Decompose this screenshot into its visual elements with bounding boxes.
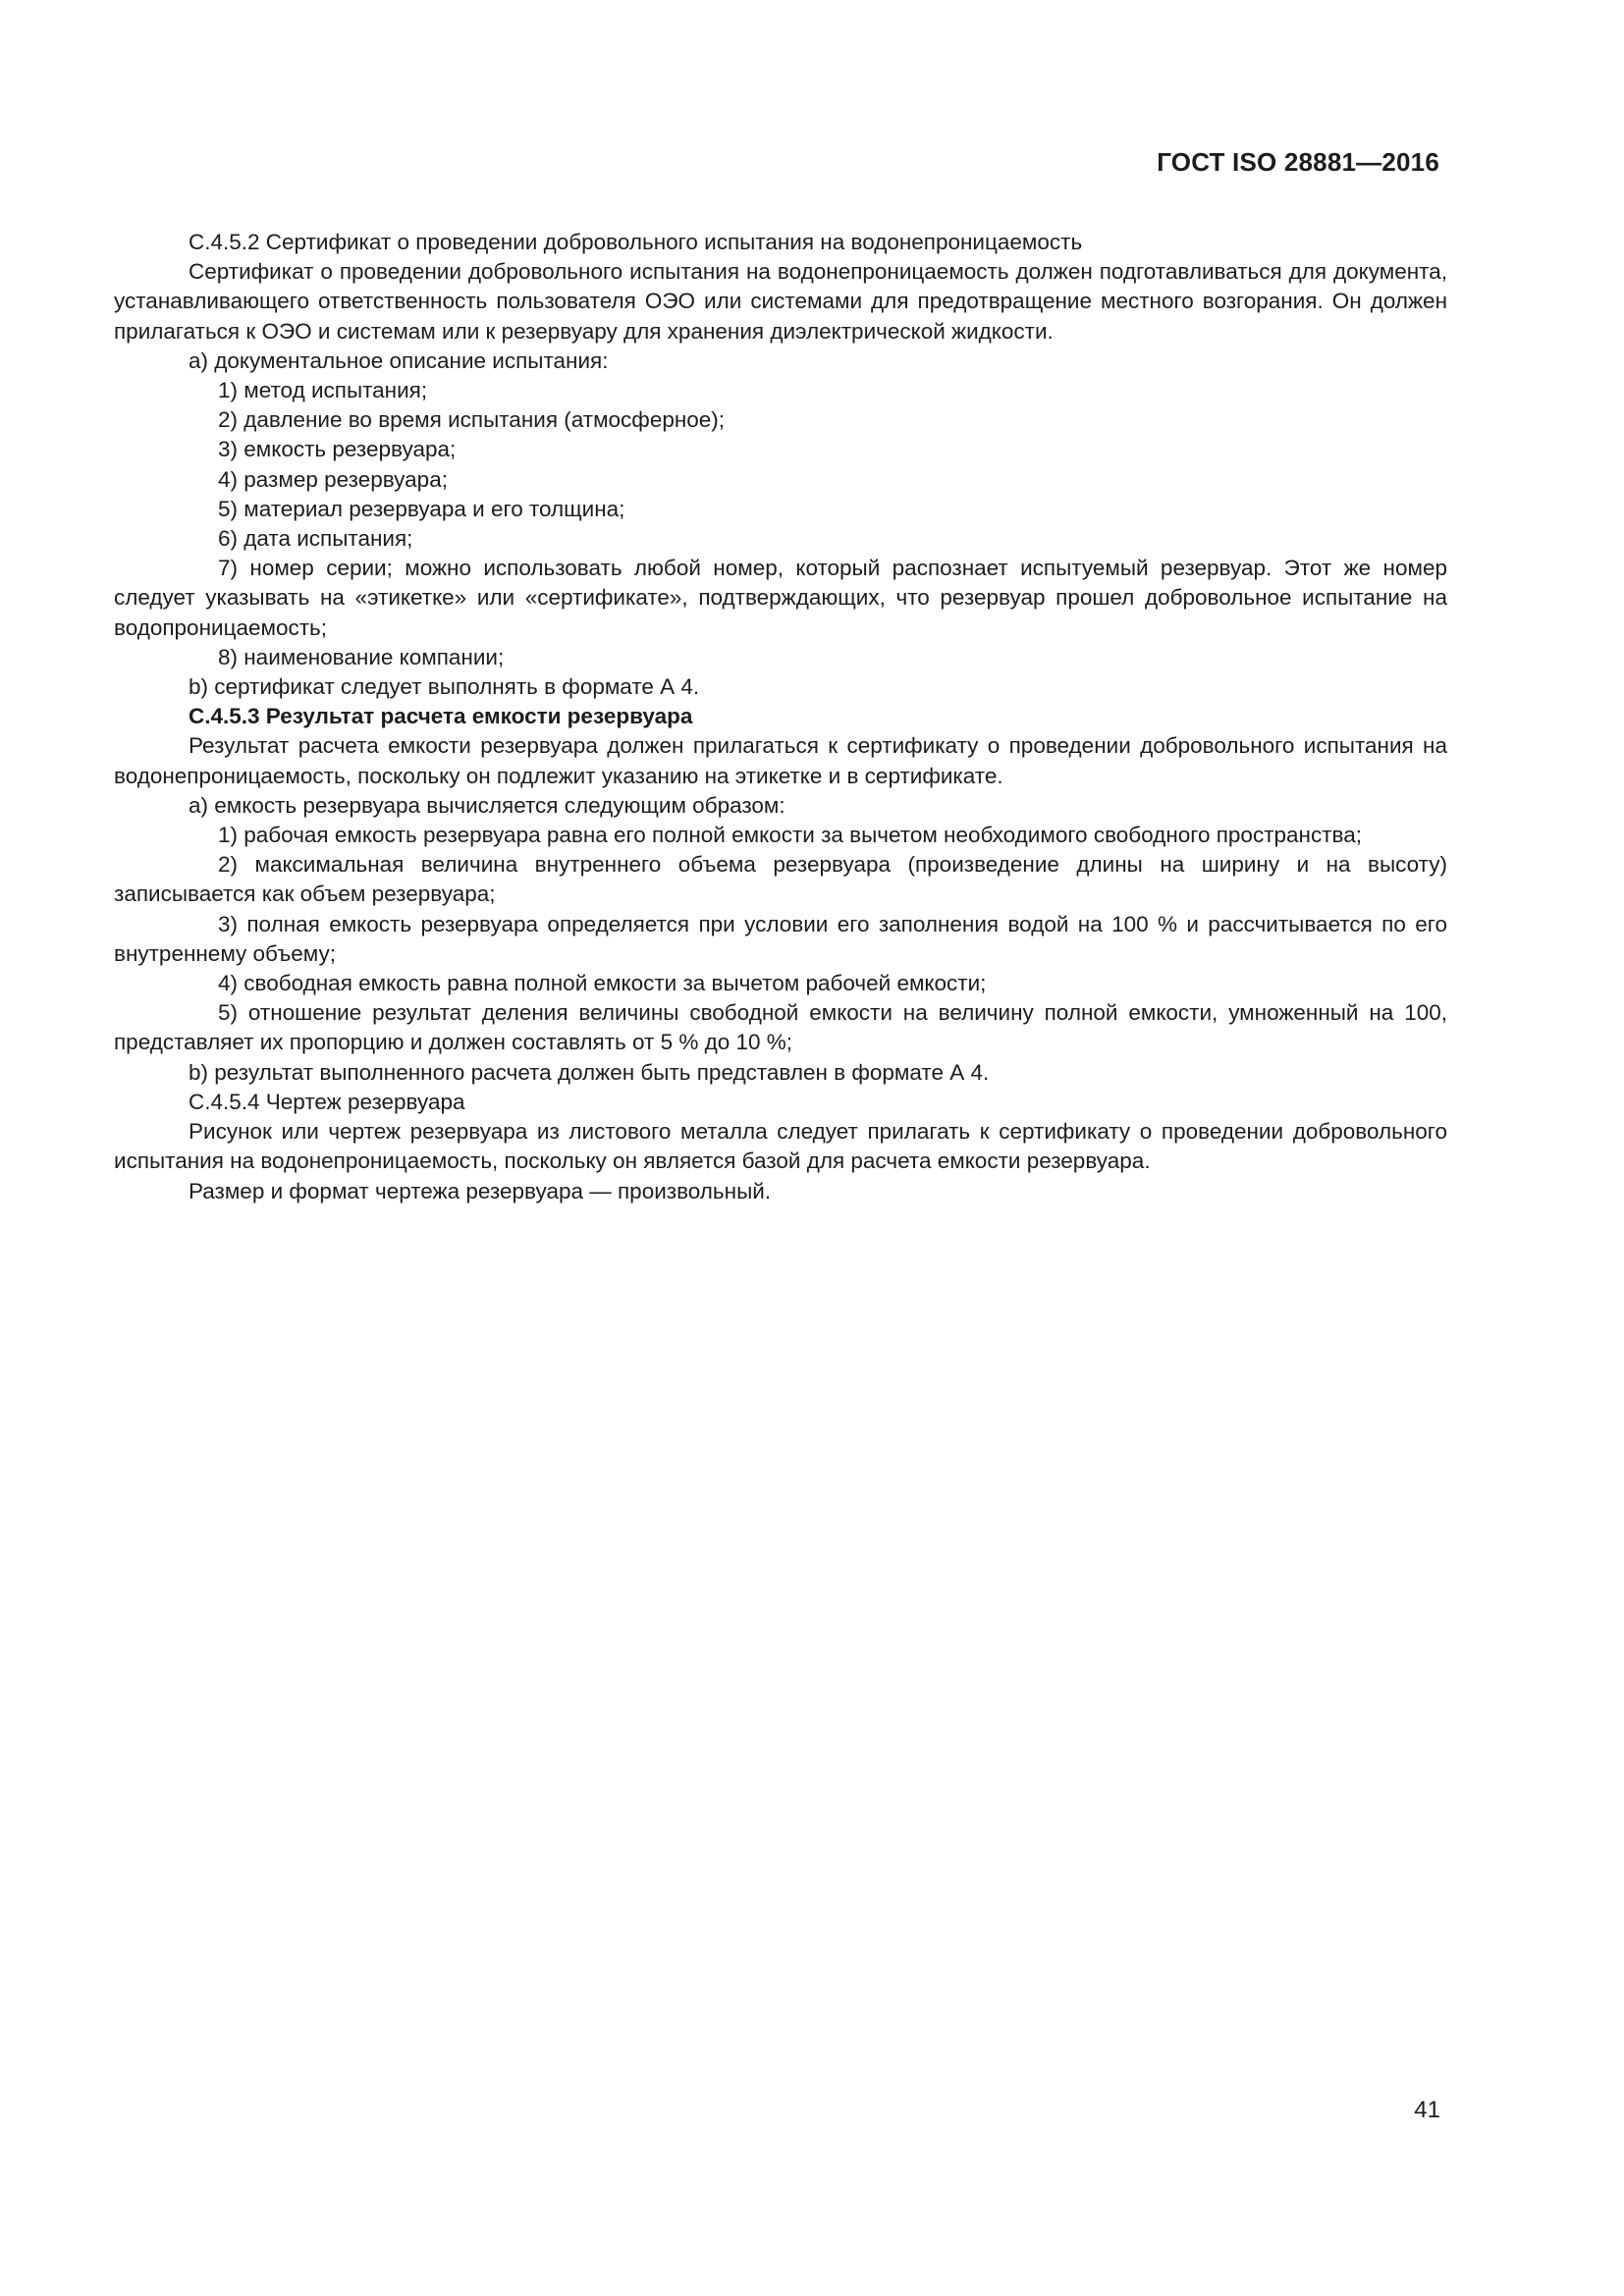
list-item-3-tank-capacity: 3) емкость резервуара; xyxy=(218,437,457,462)
document-body xyxy=(114,228,1447,1206)
list-item-b-result-format: b) результат выполненного расчета должен быть представлен в формате А 4. xyxy=(189,1059,990,1085)
list-item-3-full-capacity: 3) полная емкость резервуара определяется при условии его заполнения водой на 100 % и рассчитывается по его внутреннему объему; xyxy=(114,911,1447,966)
document-code-header: ГОСТ ISO 28881—2016 xyxy=(1157,147,1439,177)
list-item-a-test-description: а) документальное описание испытания: xyxy=(189,347,609,373)
list-item-1-test-method: 1) метод испытания; xyxy=(218,378,428,403)
list-item-5-ratio: 5) отношение результат деления величины свободной емкости на величину полной емкости, умноженный на 100, представляет их пропорцию и должен составлять от 5 % до 10 %; xyxy=(114,1000,1447,1055)
paragraph-calculation-intro: Результат расчета емкости резервуара должен прилагаться к сертификату о проведении добровольного испытания на водонепроницаемость, поскольку он подлежит указанию на этикетке и в сертификате. xyxy=(114,733,1447,788)
paragraph-drawing-format: Размер и формат чертежа резервуара — произвольный. xyxy=(189,1178,772,1203)
paragraph-drawing-requirement: Рисунок или чертеж резервуара из листового металла следует прилагать к сертификату о проведении добровольного испытания на водонепроницаемость, поскольку он является базой для расчета емкости резервуара. xyxy=(114,1119,1447,1174)
list-item-7-serial-number: 7) номер серии; можно использовать любой номер, который распознает испытуемый резервуар. Этот же номер следует указывать на «этикетке» или «сертификате», подтверждающих, что резервуар прошел добровольное испытание на водопроницаемость; xyxy=(114,556,1447,640)
list-item-8-company-name: 8) наименование компании; xyxy=(218,644,505,669)
list-item-2-internal-volume: 2) максимальная величина внутреннего объема резервуара (произведение длины на ширину и на высоту) записывается как объем резервуара; xyxy=(114,852,1447,907)
list-item-2-test-pressure: 2) давление во время испытания (атмосферное); xyxy=(218,407,726,433)
list-item-b-certificate-format: b) сертификат следует выполнять в формате А 4. xyxy=(189,674,700,700)
list-item-5-tank-material: 5) материал резервуара и его толщина; xyxy=(218,496,625,521)
page-number: 41 xyxy=(1414,2097,1440,2123)
paragraph-certificate-intro: Сертификат о проведении добровольного испытания на водонепроницаемость должен подготавливаться для документа, устанавливающего ответственность пользователя ОЭО или системами для предотвращение местного возгорания. Он должен прилагаться к ОЭО и системам или к резервуару для хранения диэлектрической жидкости. xyxy=(114,259,1447,344)
list-item-4-free-capacity: 4) свободная емкость равна полной емкости за вычетом рабочей емкости; xyxy=(218,971,987,996)
section-heading-c452: С.4.5.2 Сертификат о проведении добровольного испытания на водонепроницаемость xyxy=(189,230,1083,254)
list-item-6-test-date: 6) дата испытания; xyxy=(218,526,413,552)
list-item-1-working-capacity: 1) рабочая емкость резервуара равна его полной емкости за вычетом необходимого свободного пространства; xyxy=(218,823,1362,848)
list-item-a-capacity-calculation: а) емкость резервуара вычисляется следующим образом: xyxy=(189,792,785,818)
section-heading-c454: С.4.5.4 Чертеж резервуара xyxy=(189,1089,465,1114)
list-item-4-tank-size: 4) размер резервуара; xyxy=(218,466,448,492)
section-heading-c453: С.4.5.3 Результат расчета емкости резервуара xyxy=(189,704,693,729)
